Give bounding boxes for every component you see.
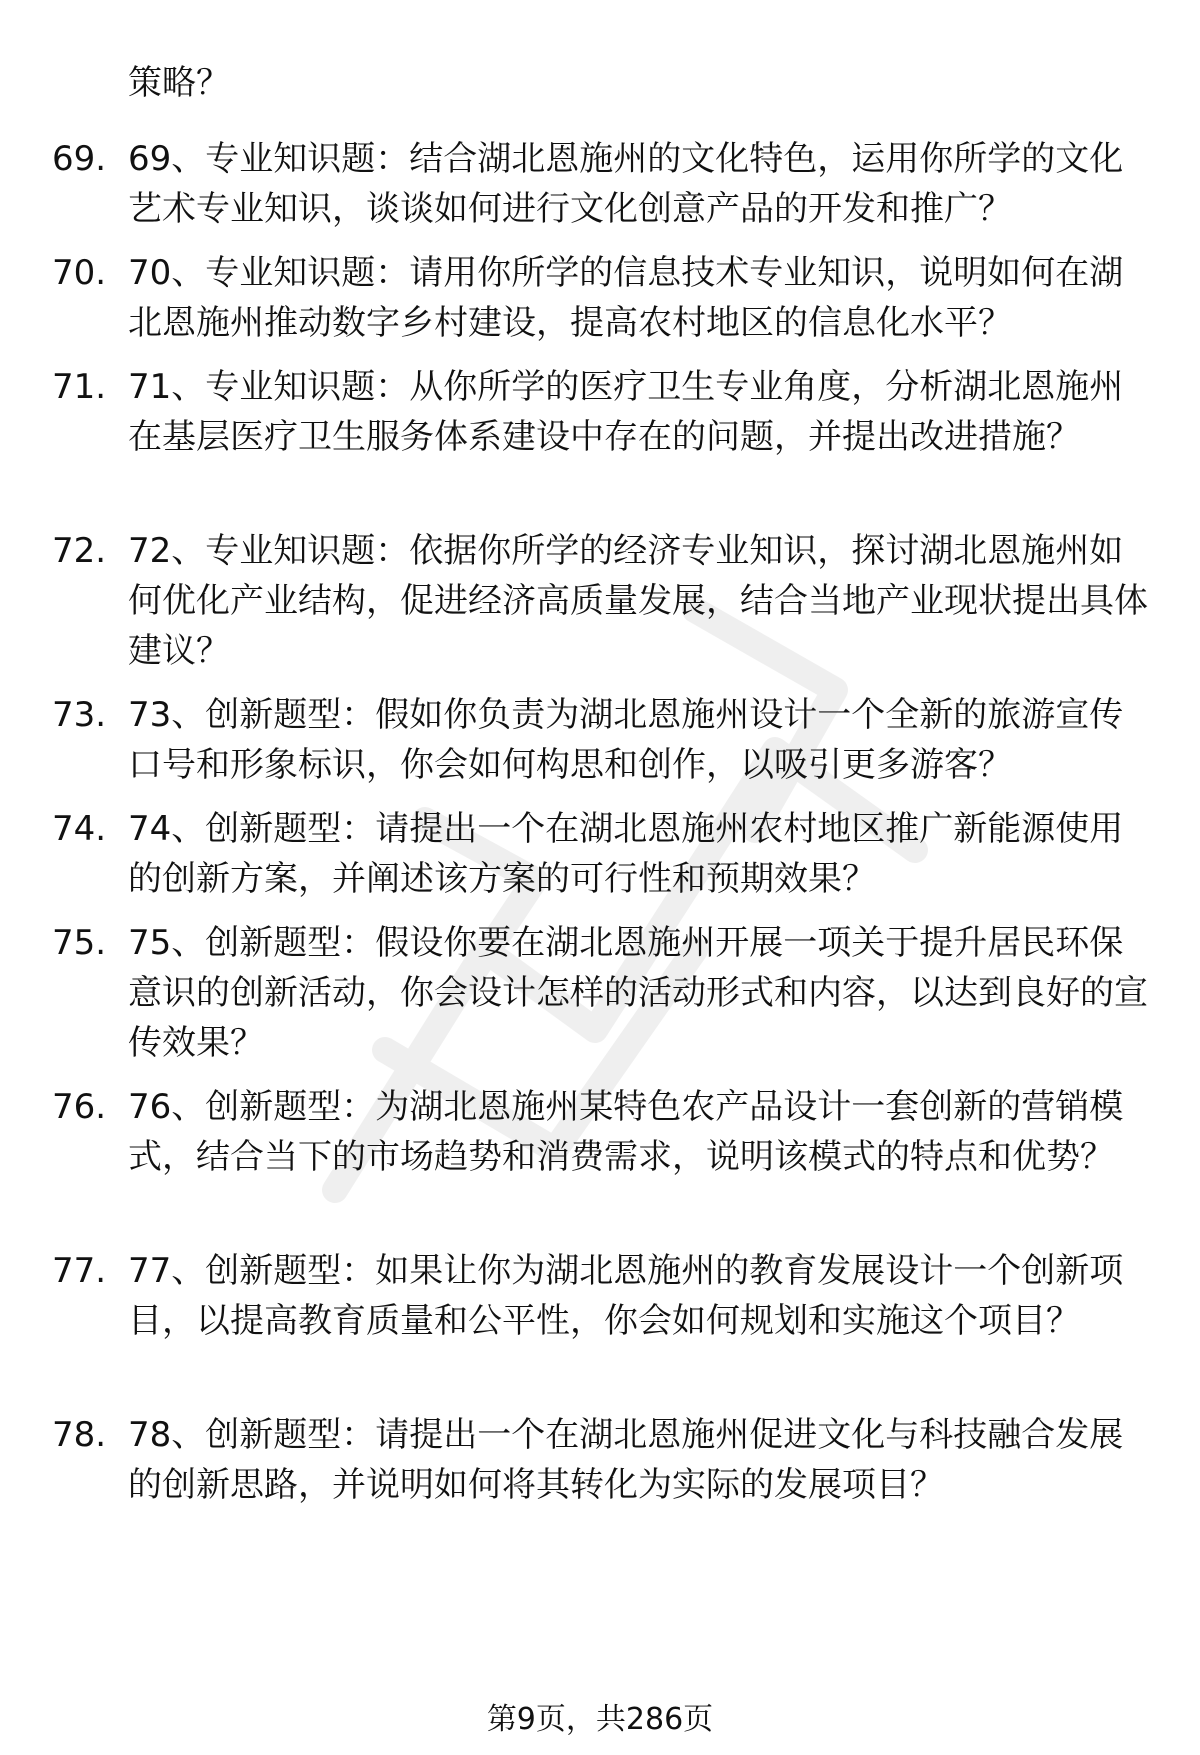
page-footer: 第9页，共286页 [486, 1702, 714, 1737]
question-text: 74、创新题型：请提出一个在湖北恩施州农村地区推广新能源使用的创新方案，并阐述该方案的可行性和预期效果？ [128, 809, 1124, 899]
question-text: 78、创新题型：请提出一个在湖北恩施州促进文化与科技融合发展的创新思路，并说明如何将其转化为实际的发展项目？ [128, 1415, 1124, 1505]
question-number: 76. [52, 1087, 107, 1127]
question-number: 77. [52, 1251, 107, 1291]
question-text: 69、专业知识题：结合湖北恩施州的文化特色，运用你所学的文化艺术专业知识，谈谈如何进行文化创意产品的开发和推广？ [128, 139, 1124, 229]
question-number: 74. [52, 809, 107, 849]
question-text: 76、创新题型：为湖北恩施州某特色农产品设计一套创新的营销模式，结合当下的市场趋势和消费需求，说明该模式的特点和优势？ [128, 1087, 1124, 1177]
question-number: 70. [52, 253, 107, 293]
question-text: 70、专业知识题：请用你所学的信息技术专业知识，说明如何在湖北恩施州推动数字乡村建设，提高农村地区的信息化水平？ [128, 253, 1124, 343]
question-number: 69. [52, 139, 107, 179]
question-number: 75. [52, 923, 107, 963]
question-text: 72、专业知识题：依据你所学的经济专业知识，探讨湖北恩施州如何优化产业结构，促进经济高质量发展，结合当地产业现状提出具体建议？ [128, 531, 1148, 671]
question-text: 77、创新题型：如果让你为湖北恩施州的教育发展设计一个创新项目，以提高教育质量和公平性，你会如何规划和实施这个项目？ [128, 1251, 1124, 1341]
question-text: 75、创新题型：假设你要在湖北恩施州开展一项关于提升居民环保意识的创新活动，你会设计怎样的活动形式和内容，以达到良好的宣传效果？ [128, 923, 1148, 1063]
question-text: 71、专业知识题：从你所学的医疗卫生专业角度，分析湖北恩施州在基层医疗卫生服务体系建设中存在的问题，并提出改进措施？ [128, 367, 1124, 457]
question-number: 78. [52, 1415, 107, 1455]
question-number: 71. [52, 367, 107, 407]
question-text: 73、创新题型：假如你负责为湖北恩施州设计一个全新的旅游宣传口号和形象标识，你会如何构思和创作，以吸引更多游客？ [128, 695, 1124, 785]
question-number: 72. [52, 531, 107, 571]
carryover-text: 策略？ [128, 63, 230, 103]
question-number: 73. [52, 695, 107, 735]
